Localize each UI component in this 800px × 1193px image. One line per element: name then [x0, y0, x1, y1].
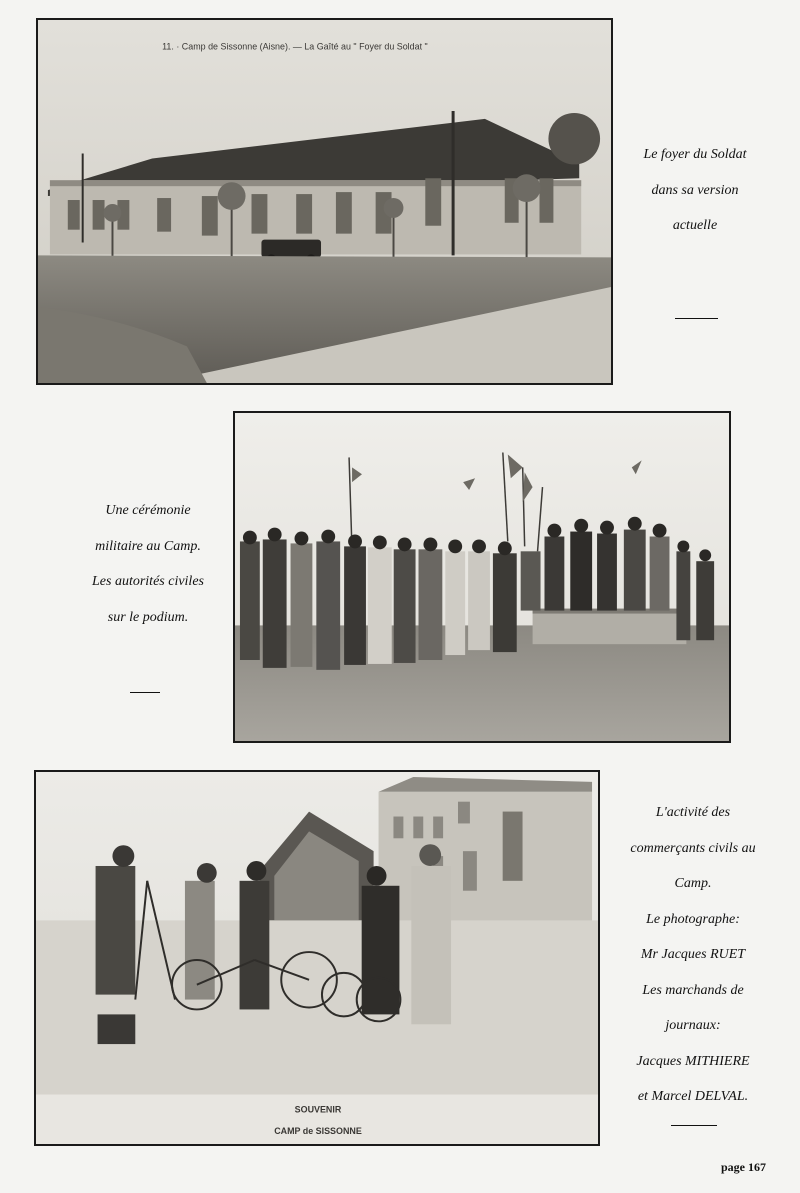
separator-rule	[130, 692, 160, 693]
caption-line: sur le podium.	[107, 609, 189, 625]
caption-commercants	[608, 795, 778, 1115]
caption-line: Les autorités civiles	[92, 574, 204, 589]
caption-line: commerçants civils au	[630, 840, 756, 856]
caption-line: Le foyer du Soldat	[643, 147, 747, 162]
podium	[533, 609, 687, 645]
caption-line: Jacques MITHIERE	[636, 1053, 750, 1069]
caption-line: dans sa version	[651, 182, 739, 198]
photo-commercants-civils	[34, 770, 600, 1146]
camera-case	[98, 1014, 136, 1044]
photo-ceremonie-militaire	[233, 411, 731, 743]
caption-foyer	[625, 137, 765, 244]
caption-line: L'activité des	[655, 805, 731, 820]
caption-line: journaux:	[665, 1018, 721, 1033]
postcard-caption-camp: CAMP de SISSONNE	[274, 1126, 362, 1137]
caption-ceremonie	[68, 493, 228, 635]
page-number: page 167	[721, 1160, 766, 1174]
caption-line: et Marcel DELVAL.	[637, 1089, 749, 1104]
photo-foyer-du-soldat	[36, 18, 613, 385]
caption-line: militaire au Camp.	[95, 538, 201, 554]
caption-line: Le photographe:	[646, 911, 740, 927]
commercants-image	[36, 772, 598, 1144]
postcard-caption-souvenir: SOUVENIR	[294, 1104, 342, 1115]
separator-rule	[675, 318, 718, 319]
caption-line: actuelle	[672, 218, 718, 233]
caption-line: Une cérémonie	[105, 503, 191, 518]
caption-line: Camp.	[674, 876, 712, 891]
separator-rule	[671, 1125, 717, 1126]
caption-line: Mr Jacques RUET	[640, 947, 746, 962]
ceremony-image	[235, 413, 729, 741]
caption-line: Les marchands de	[642, 982, 744, 998]
barracks-building	[379, 792, 592, 940]
foyer-building-image	[38, 20, 611, 383]
postcard-caption: 11. · Camp de Sissonne (Aisne). — La Gaîté au " Foyer du Soldat "	[162, 41, 428, 52]
